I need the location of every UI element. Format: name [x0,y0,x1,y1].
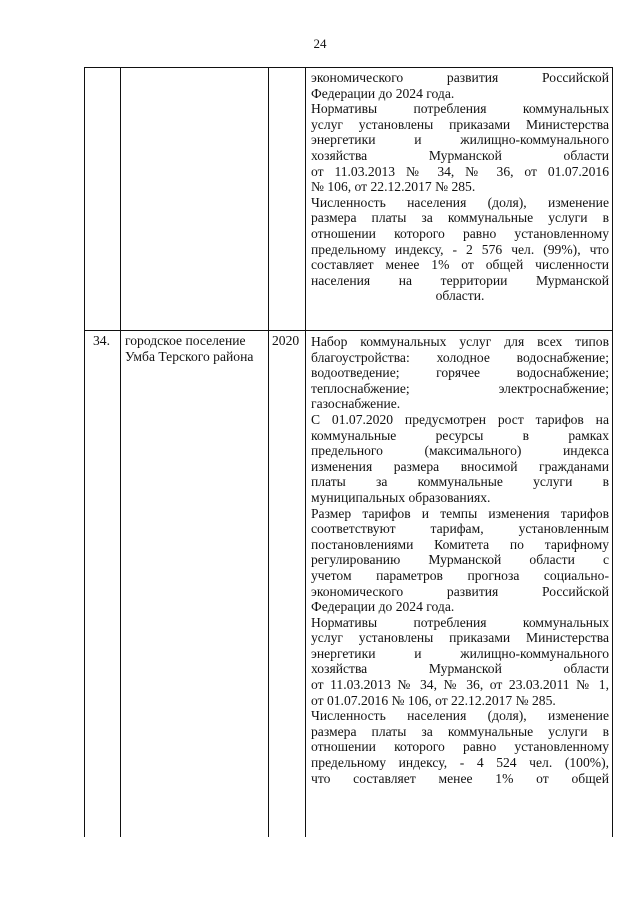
text-line: учетом параметров прогноза социально- [311,567,609,583]
description-cell [306,331,613,838]
text-line: благоустройства: холодное водоснабжение; [311,349,609,365]
text-line: экономического развития Российской [311,583,609,599]
text-line: Численность населения (доля), изменение [311,194,609,210]
table-row [85,331,613,838]
municipality-cell: городское поселение Умба Терского района [121,331,269,838]
text-line: хозяйства Мурманской области [311,147,609,163]
text-line: № 106, от 22.12.2017 № 285. [311,179,476,195]
text-line: Федерации до 2024 года. [311,85,455,101]
document-table [84,67,613,837]
text-line: Набор коммунальных услуг для всех типов [311,334,609,349]
text-line: теплоснабжение; электроснабжение; [311,380,609,396]
text-line: Нормативы потребления коммунальных [311,101,609,117]
text-line: от 11.03.2013 № 34, № 36, от 01.07.2016 [311,163,609,179]
text-line: энергетики и жилищно-коммунального [311,645,609,661]
text-line: коммунальные ресурсы в рамках [311,427,609,443]
text-line: Федерации до 2024 года. [311,599,455,615]
text-line: изменения размера вносимой гражданами [311,458,609,474]
text-line: составляет менее 1% от общей численности [311,257,609,273]
text-line: услуг установлены приказами Министерства [311,630,609,646]
text-line: отношении которого равно установленному [311,739,609,755]
text-line: С 01.07.2020 предусмотрен рост тарифов на [311,411,609,427]
text-line: регулированию Мурманской области с [311,552,609,568]
text-line: муниципальных образованиях. [311,489,491,505]
text-line: хозяйства Мурманской области [311,661,609,677]
text-line: от 01.07.2016 № 106, от 22.12.2017 № 285. [311,692,556,708]
text-line: предельного (максимального) индекса [311,443,609,459]
text-line: энергетики и жилищно-коммунального [311,132,609,148]
text-line: водоотведение; горячее водоснабжение; [311,365,609,381]
municipality-cell [121,68,269,331]
text-line: Нормативы потребления коммунальных [311,614,609,630]
text-line: области. [435,288,485,304]
text-line: размера платы за коммунальные услуги в [311,723,609,739]
text-line: Численность населения (доля), изменение [311,708,609,724]
text-line: Размер тарифов и темпы изменения тарифов [311,505,609,521]
text-line: населения на территории Мурманской [311,272,609,288]
text-line: газоснабжение. [311,396,401,412]
text-line: соответствуют тарифам, установленным [311,521,609,537]
row-number-cell [85,68,121,331]
page-number: 24 [313,36,327,51]
text-line: от 11.03.2013 № 34, № 36, от 23.03.2011 № 1, [311,677,609,693]
text-line: что составляет менее 1% от общей [311,770,609,786]
text-line: экономического развития Российской [311,70,609,85]
text-line: услуг установлены приказами Министерства [311,116,609,132]
description-text [311,334,609,786]
year-cell [269,68,306,331]
table-row [85,68,613,331]
year-cell: 2020 [269,331,306,838]
row-number-cell: 34. [85,331,121,838]
description-cell [306,68,613,331]
text-line: размера платы за коммунальные услуги в [311,210,609,226]
text-line: платы за коммунальные услуги в [311,474,609,490]
text-line: отношении которого равно установленному [311,225,609,241]
text-line: постановлениями Комитета по тарифному [311,536,609,552]
description-text [311,70,609,304]
text-line: предельному индексу, - 4 524 чел. (100%), [311,755,609,771]
text-line: предельному индексу, - 2 576 чел. (99%), что [311,241,609,257]
